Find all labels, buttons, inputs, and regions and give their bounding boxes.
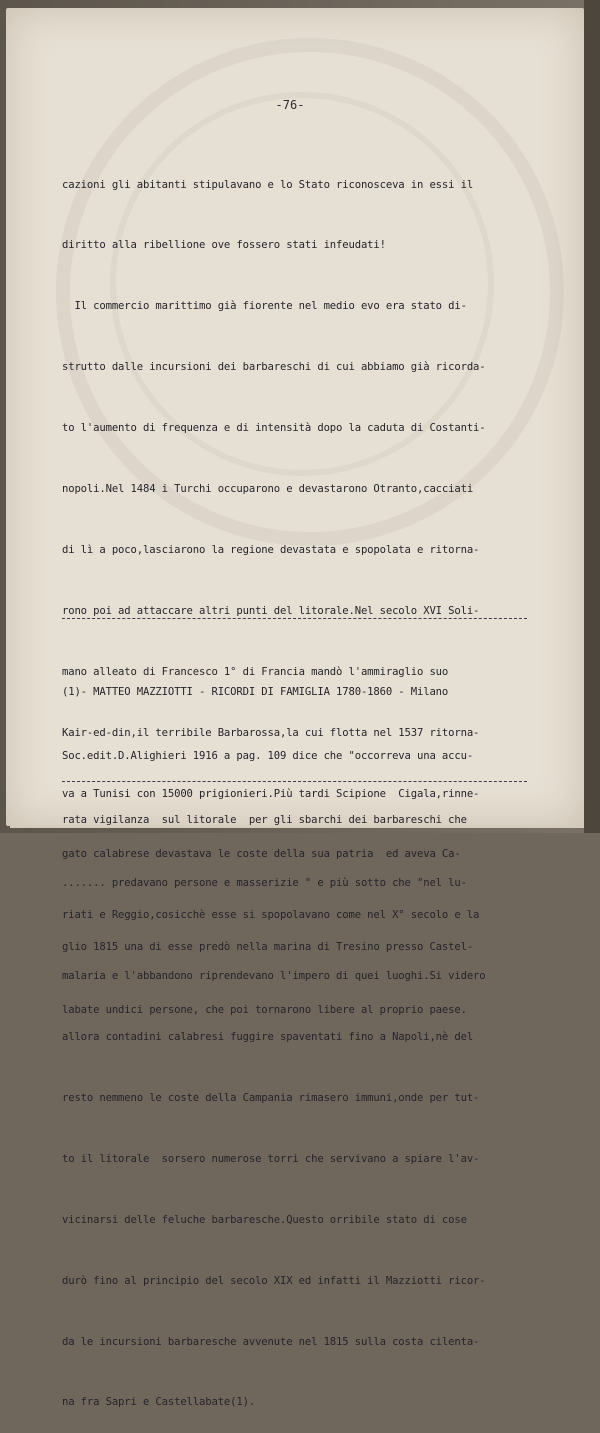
body-line: di lì a poco,lasciarono la regione devastata e spopolata e ritorna- — [62, 543, 480, 556]
body-line: to il litorale sorsero numerose torri che servivano a spiare l'av- — [62, 1152, 480, 1165]
body-line: nopoli.Nel 1484 i Turchi occuparono e devastarono Otranto,cacciati — [62, 483, 474, 496]
body-line: Il commercio marittimo già fiorente nel medio evo era stato di- — [62, 300, 467, 313]
body-line: Kair-ed-din,il terribile Barbarossa,la cui flotta nel 1537 ritorna- — [62, 726, 480, 739]
body-line: gato calabrese devastava le coste della sua patria ed aveva Ca- — [62, 848, 461, 861]
footnote-rule-bottom — [62, 781, 527, 782]
body-line: diritto alla ribellione ove fossero stati infeudati! — [62, 239, 386, 252]
footnote-line: labate undici persone, che poi tornarono libere al proprio paese. — [62, 1004, 467, 1017]
body-line: na fra Sapri e Castellabate(1). — [62, 1396, 256, 1409]
body-line: durò fino al principio del secolo XIX ed infatti il Mazziotti ricor- — [62, 1274, 486, 1287]
body-line: vicinarsi delle feluche barbaresche.Questo orribile stato di cose — [62, 1213, 467, 1226]
footnote-text — [62, 640, 532, 1043]
footnote-rule-top — [62, 618, 527, 619]
footnote-line: (1)- MATTEO MAZZIOTTI - RICORDI DI FAMIGLIA 1780-1860 - Milano — [62, 686, 449, 699]
body-line: riati e Reggio,cosicchè esse si spopolavano come nel X° secolo e la — [62, 909, 480, 922]
body-line: resto nemmeno le coste della Campania rimasero immuni,onde per tut- — [62, 1091, 480, 1104]
body-line: da le incursioni barbaresche avvenute nel 1815 sulla costa cilenta- — [62, 1335, 480, 1348]
body-line: to l'aumento di frequenza e di intensità dopo la caduta di Costanti- — [62, 422, 486, 435]
footnote-line: ....... predavano persone e masserizie " e più sotto che "nel lu- — [62, 877, 467, 890]
body-line: va a Tunisi con 15000 prigionieri.Più tardi Scipione Cigala,rinne- — [62, 787, 480, 800]
binding-edge — [584, 0, 600, 833]
footnote-line: Soc.edit.D.Alighieri 1916 a pag. 109 dice che "occorreva una accu- — [62, 750, 474, 762]
footnote-line: glio 1815 una di esse predò nella marina di Tresino presso Castel- — [62, 940, 474, 953]
body-line: malaria e l'abbandono riprendevano l'impero di quei luoghi.Si videro — [62, 970, 486, 983]
body-line: strutto dalle incursioni dei barbareschi di cui abbiamo già ricorda- — [62, 361, 486, 374]
body-line: mano alleato di Francesco 1° di Francia mandò l'ammiraglio suo — [62, 665, 449, 678]
body-line: rono poi ad attaccare altri punti del litorale.Nel secolo XVI Soli- — [62, 604, 480, 617]
footnote-line: rata vigilanza sul litorale per gli sbarchi dei barbareschi che — [62, 813, 467, 826]
page-number: -76- — [275, 98, 305, 112]
body-line: cazioni gli abitanti stipulavano e lo Stato riconosceva in essi il — [62, 178, 474, 191]
body-line: allora contadini calabresi fuggire spaventati fino a Napoli,nè del — [62, 1031, 474, 1044]
